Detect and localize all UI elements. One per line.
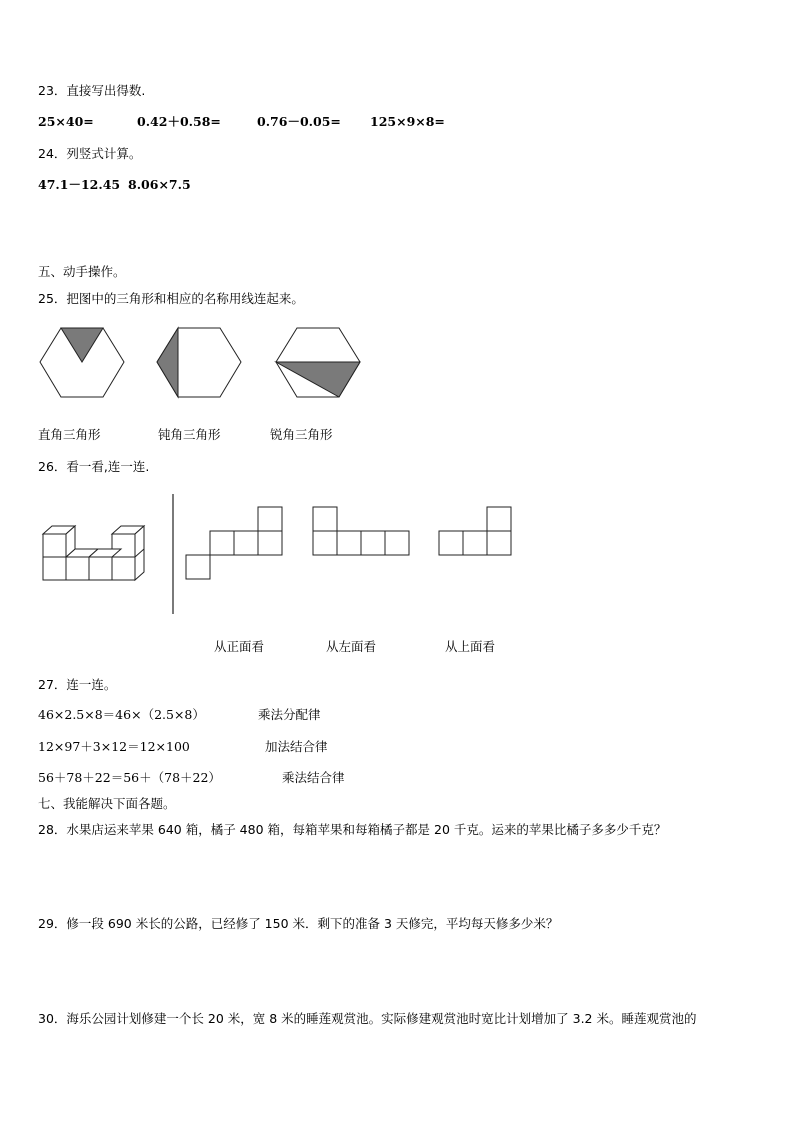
q23-item-2: 0.42＋0.58= xyxy=(137,114,221,129)
q26-cube-figures xyxy=(0,490,794,620)
q23-item-3: 0.76－0.05= xyxy=(257,114,341,129)
q23-item-1: 25×40= xyxy=(38,114,94,129)
hexagon-figure-1 xyxy=(40,328,124,397)
q24-item-2: 8.06×7.5 xyxy=(128,177,191,192)
q25-label-right: 直角三角形 xyxy=(38,427,101,442)
q25-label-obtuse: 钝角三角形 xyxy=(158,427,221,442)
q27-expression-3: 56＋78＋22＝56＋（78＋22） xyxy=(38,770,221,785)
q27-law-3: 乘法结合律 xyxy=(282,770,345,785)
section5-title: 五、动手操作。 xyxy=(38,264,126,279)
cube-stack-3d xyxy=(43,526,144,580)
q26-title: 26．看一看,连一连. xyxy=(38,459,150,474)
section7-title: 七、我能解决下面各题。 xyxy=(38,796,176,811)
q28-text: 28．水果店运来苹果 640 箱，橘子 480 箱，每箱苹果和每箱橘子都是 20 千克。运来的苹果比橘子多多少千克？ xyxy=(38,822,667,837)
q27-law-2: 加法结合律 xyxy=(265,739,328,754)
q27-expression-1: 46×2.5×8＝46×（2.5×8） xyxy=(38,707,205,722)
q25-label-acute: 锐角三角形 xyxy=(270,427,333,442)
hexagon-figure-3 xyxy=(276,328,360,397)
view-grid-2 xyxy=(313,507,409,555)
q24-item-1: 47.1－12.45 xyxy=(38,177,121,192)
view-grid-1 xyxy=(186,507,282,579)
q27-title: 27．连一连。 xyxy=(38,677,117,692)
q29-text: 29．修一段 690 米长的公路，已经修了 150 米．剩下的准备 3 天修完，平均每天修多少米？ xyxy=(38,916,559,931)
q27-law-1: 乘法分配律 xyxy=(258,707,321,722)
q30-text: 30．海乐公园计划修建一个长 20 米，宽 8 米的睡莲观赏池。实际修建观赏池时宽比计划增加了 3.2 米。睡莲观赏池的 xyxy=(38,1011,697,1026)
view-grid-3 xyxy=(439,507,511,555)
q27-expression-2: 12×97＋3×12＝12×100 xyxy=(38,739,190,754)
q23-title: 23．直接写出得数. xyxy=(38,83,146,98)
q26-label-left: 从左面看 xyxy=(326,639,377,654)
q26-label-front: 从正面看 xyxy=(214,639,265,654)
q25-hexagon-figures xyxy=(0,320,794,440)
q26-label-top: 从上面看 xyxy=(445,639,496,654)
hexagon-figure-2 xyxy=(157,328,241,397)
q25-title: 25．把图中的三角形和相应的名称用线连起来。 xyxy=(38,291,304,306)
q24-title: 24．列竖式计算。 xyxy=(38,146,142,161)
q23-item-4: 125×9×8= xyxy=(370,114,445,129)
